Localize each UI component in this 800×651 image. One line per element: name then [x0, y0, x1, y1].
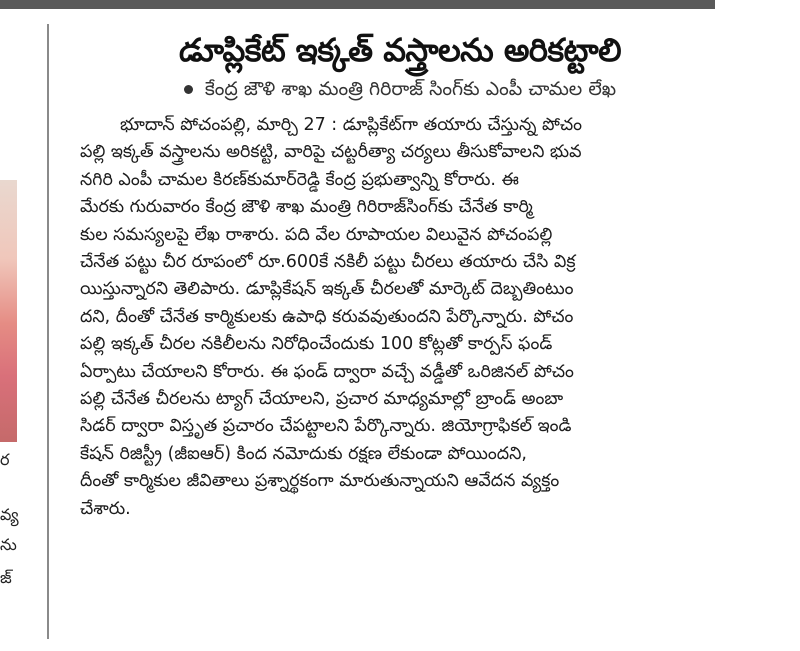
body-line: పల్లి ఇక్కత్ చీరల నకిలీలను నిరోధించేందుకు 100 కోట్లతో కార్పస్ ఫండ్ [80, 334, 553, 355]
body-line: చేనేత పట్టు చీర రూపంలో రూ.600కే నకిలీ పట్టు చీరలు తయారు చేసి విక్ర [80, 252, 576, 273]
body-line: చేశారు. [80, 498, 131, 519]
body-line: భూదాన్ పోచంపల్లి, మార్చి 27 : డూప్లికేట్‌గా తయారు చేస్తున్న పోచం [120, 115, 583, 135]
left-text-fragment: ర [0, 450, 10, 469]
left-text-fragment: జ్ [0, 568, 12, 587]
body-line: మేరకు గురువారం కేంద్ర జౌళి శాఖ మంత్రి గిరిరాజ్‌సింగ్‌కు చేనేత కార్మి [80, 197, 533, 218]
top-bar [0, 0, 715, 9]
subheadline-text: కేంద్ర జౌళి శాఖ మంత్రి గిరిరాజ్ సింగ్‌కు ఎంపీ చామల లేఖ [204, 78, 617, 100]
body-line: ఏర్పాటు చేయాలని కోరారు. ఈ ఫండ్ ద్వారా వచ్చే వడ్డీతో ఒరిజినల్ పోచం [80, 361, 574, 382]
body-line: నగిరి ఎంపీ చామల కిరణ్‌కుమార్‌రెడ్డి కేంద్ర ప్రభుత్వాన్ని కోరారు. ఈ [80, 169, 519, 190]
body-line: యిస్తున్నారని తెలిపారు. డూప్లికేషన్ ఇక్కత్ చీరలతో మార్కెట్ దెబ్బతింటుం [80, 279, 574, 300]
body-line: దీంతో కార్మికుల జీవితాలు ప్రశ్నార్థకంగా మారుతున్నాయని ఆవేదన వ్యక్తం [80, 471, 560, 492]
body-line: దని, దీంతో చేనేత కార్మికులకు ఉపాధి కరువవుతుందని పేర్కొన్నారు. పోచం [80, 306, 574, 327]
column-divider [47, 24, 49, 639]
news-article [80, 28, 720, 523]
left-column-fragment [0, 20, 44, 651]
bullet-icon [184, 85, 193, 94]
left-text-fragment: వ్య [0, 505, 19, 524]
body-line: కేషన్ రిజిస్ట్రీ (జీఐఆర్) కింద నమోదుకు రక్షణ లేకుండా పోయిందని, [80, 443, 527, 464]
body-line: సిడర్ ద్వారా విస్తృత ప్రచారం చేపట్టాలని పేర్కొన్నారు. జియోగ్రాఫికల్ ఇండి [80, 416, 572, 437]
left-text-fragment: ను [0, 535, 17, 554]
body-line: పల్లి చేనేత చీరలను ట్యాగ్ చేయాలని, ప్రచార మాధ్యమాల్లో బ్రాండ్ అంబా [80, 389, 564, 410]
cropped-photo [0, 180, 17, 442]
article-subheadline [80, 74, 720, 104]
article-body [80, 112, 720, 523]
body-line: కుల సమస్యలపై లేఖ రాశారు. పది వేల రూపాయల విలువైన పోచంపల్లి [80, 224, 553, 245]
article-headline: డూప్లికేట్ ఇక్కత్ వస్త్రాలను అరికట్టాలి [178, 31, 622, 69]
body-line: పల్లి ఇక్కత్ వస్త్రాలను అరికట్టి, వారిపై చట్టరీత్యా చర్యలు తీసుకోవాలని భువ [80, 142, 582, 163]
